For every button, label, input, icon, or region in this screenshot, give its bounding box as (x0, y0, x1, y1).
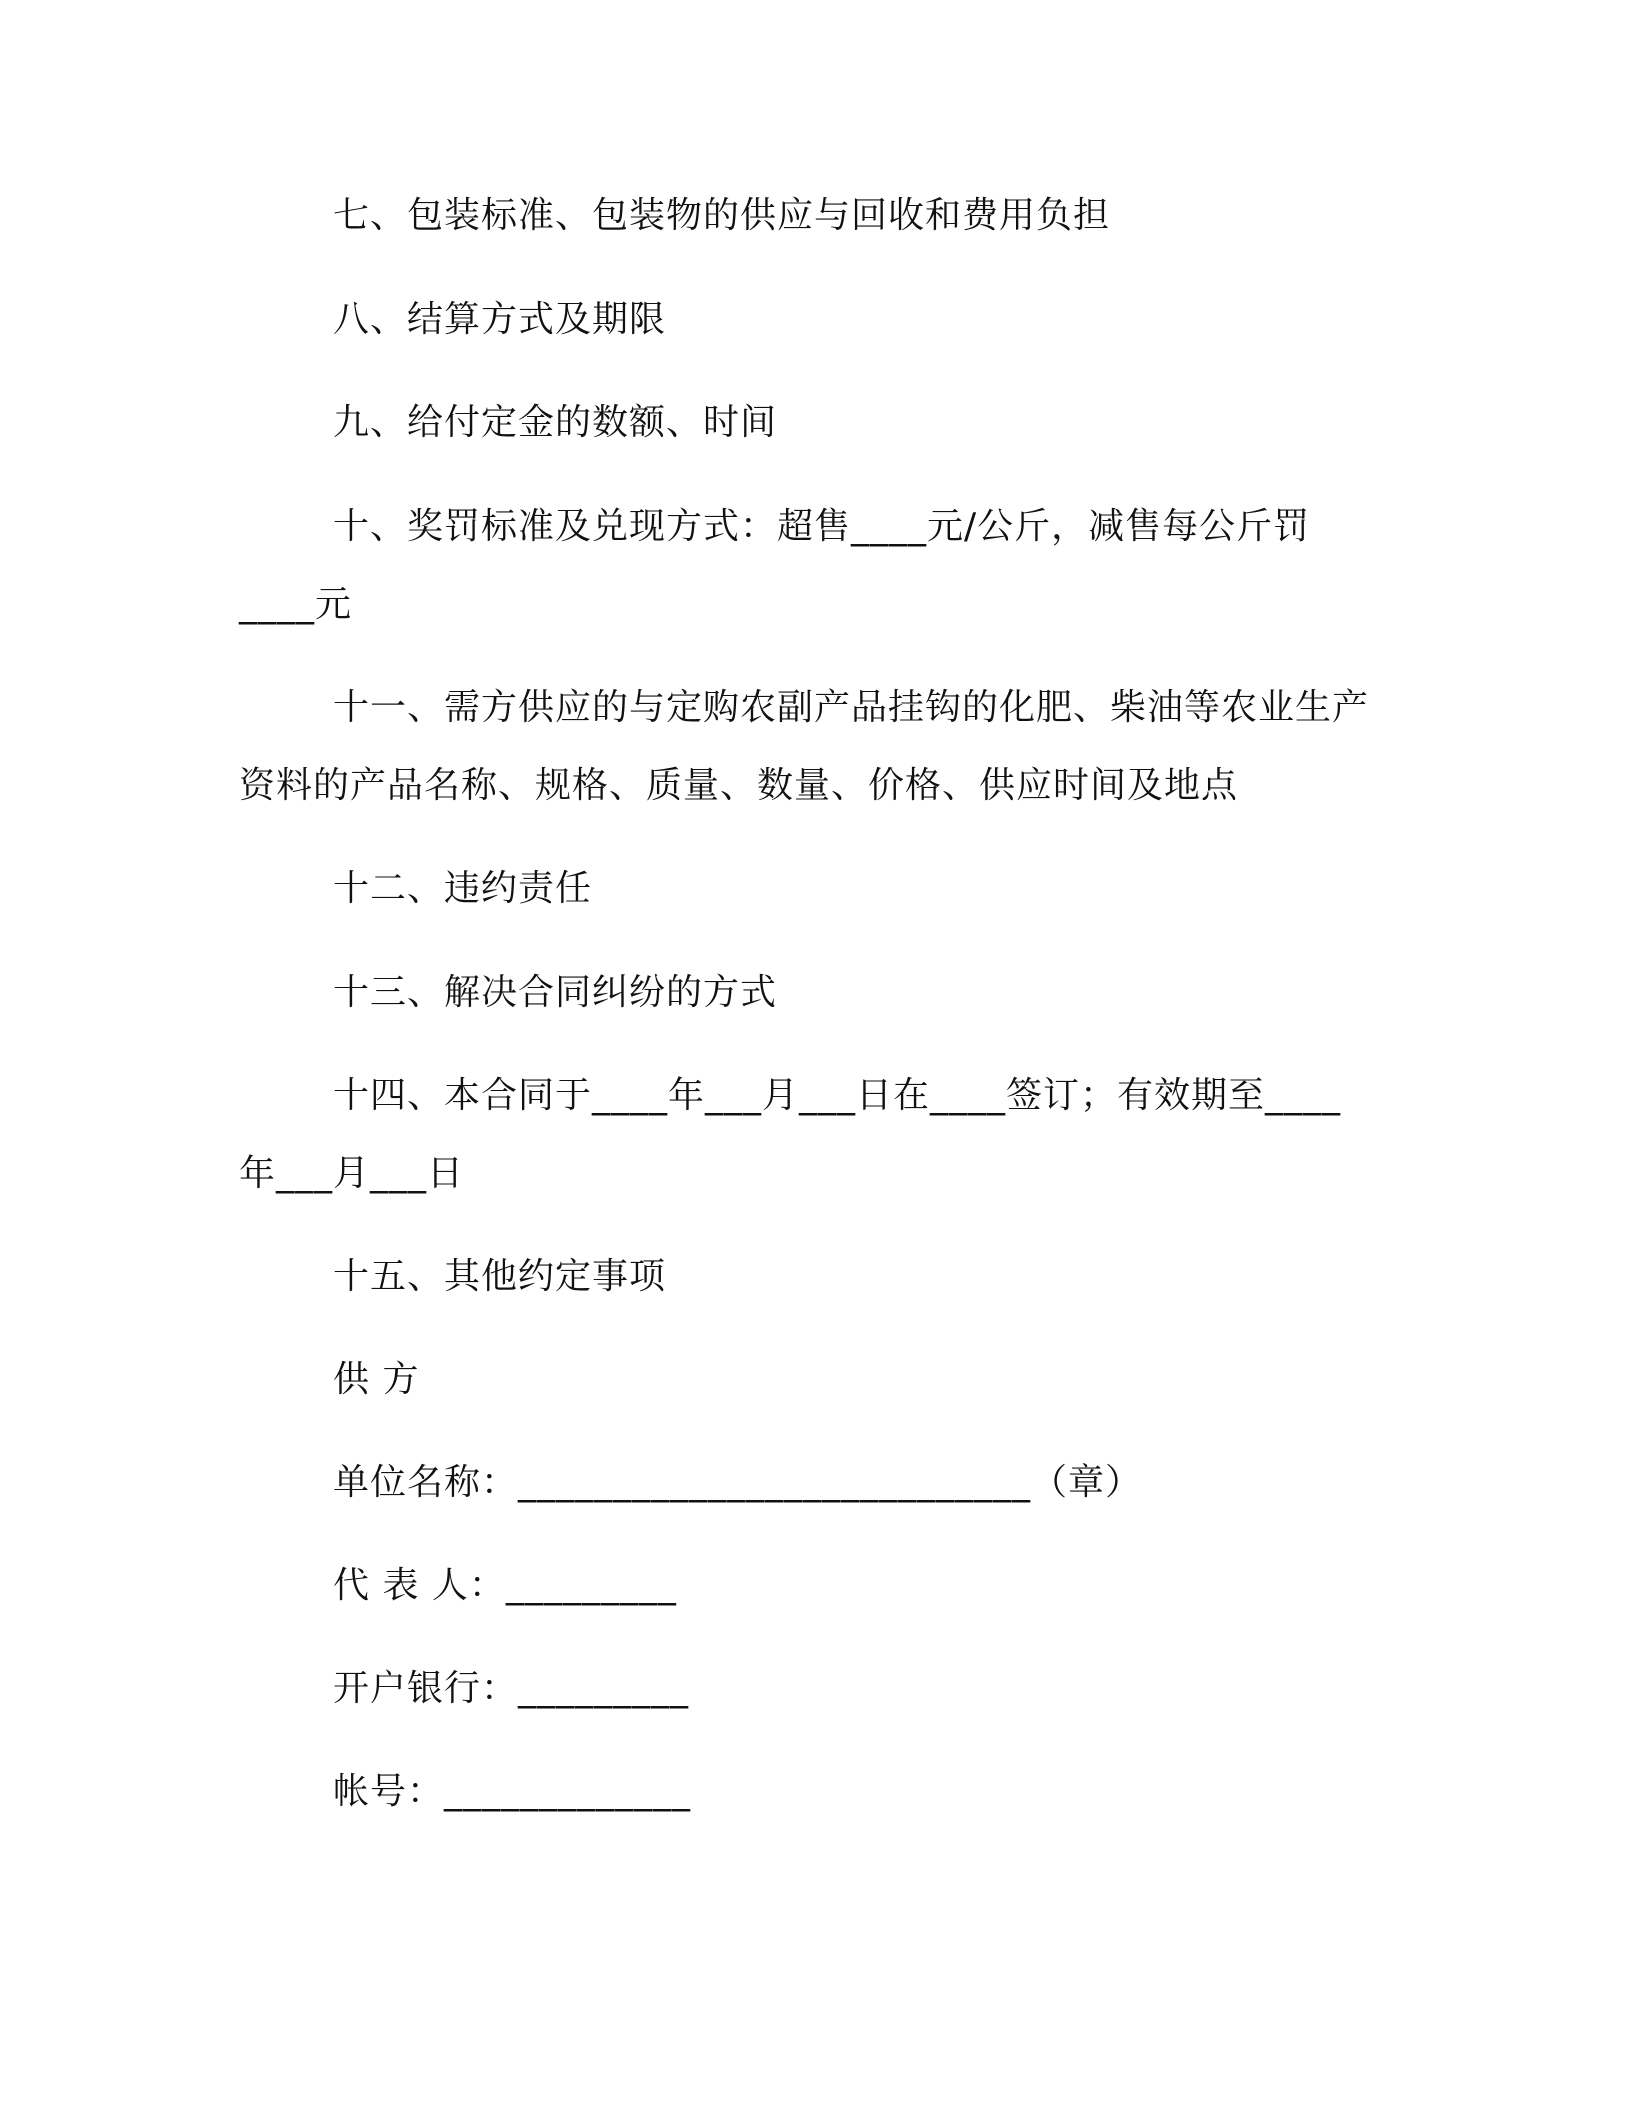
clause-10-line-1: 十、奖罚标准及兑现方式：超售____元/公斤，减售每公斤罚 (333, 506, 1311, 547)
supplier-representative: 代 表 人：_________ (333, 1565, 677, 1606)
clause-14-line-1: 十四、本合同于____年___月___日在____签订；有效期至____ (333, 1075, 1342, 1116)
clause-11-line-1: 十一、需方供应的与定购农副产品挂钩的化肥、柴油等农业生产 (333, 687, 1370, 728)
clause-10-line-2: ____元 (239, 584, 353, 625)
clause-7: 七、包装标准、包装物的供应与回收和费用负担 (333, 195, 1111, 236)
clause-15: 十五、其他约定事项 (333, 1256, 667, 1297)
clause-12: 十二、违约责任 (333, 868, 593, 909)
clause-8: 八、结算方式及期限 (333, 299, 667, 340)
clause-14-line-2: 年___月___日 (239, 1153, 465, 1194)
supplier-account: 帐号：_____________ (333, 1771, 692, 1812)
supplier-unit-name: 单位名称：___________________________（章） (333, 1462, 1143, 1503)
clause-9: 九、给付定金的数额、时间 (333, 402, 778, 443)
supplier-heading: 供 方 (333, 1359, 420, 1400)
supplier-bank: 开户银行：_________ (333, 1668, 690, 1709)
clause-11-line-2: 资料的产品名称、规格、质量、数量、价格、供应时间及地点 (239, 765, 1239, 806)
clause-13: 十三、解决合同纠纷的方式 (333, 972, 778, 1013)
